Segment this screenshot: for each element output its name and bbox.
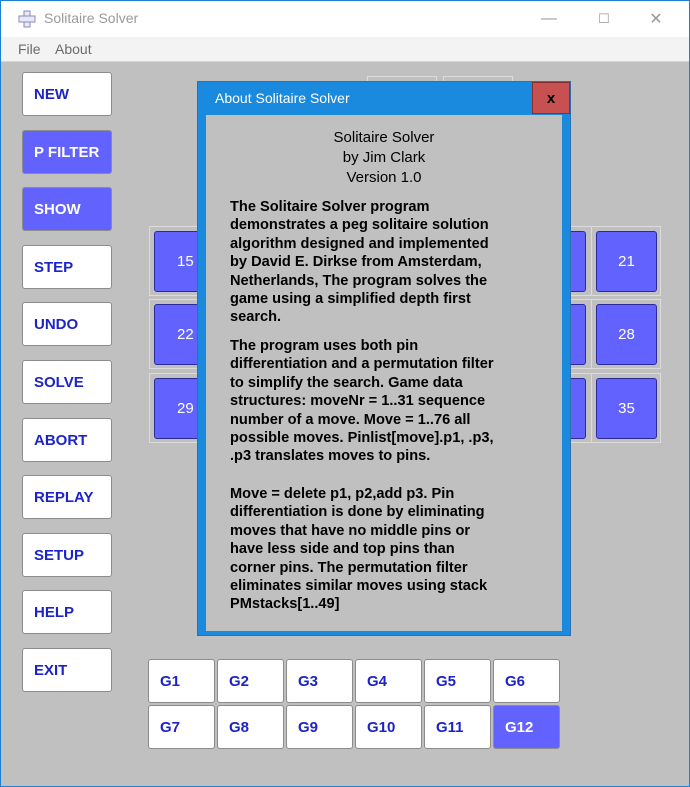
about-app-name: Solitaire Solver [333,129,435,146]
board-cell [569,299,591,369]
peg-29[interactable]: 29 [154,378,215,439]
game-g4-button[interactable]: G4 [355,659,422,703]
new-button[interactable]: NEW [22,72,112,116]
game-g5-button[interactable]: G5 [424,659,491,703]
board-cell [591,373,661,443]
game-g7-button[interactable]: G7 [148,705,215,749]
show-button[interactable]: SHOW [22,187,112,231]
peg-15[interactable]: 15 [154,231,215,292]
about-heading [206,128,562,188]
help-button[interactable]: HELP [22,590,112,634]
about-dialog [197,81,571,636]
app-icon [18,10,36,28]
board-cell [591,299,661,369]
game-g9-button[interactable]: G9 [286,705,353,749]
about-paragraph-2: The program uses both pin differentiation and a permutation filter to simplify the search. Game data structures: moveNr = 1..31 sequence number of a move. Move = 1..76 all possible moves. Pinlist[move].p1, .p3, .p3 translates moves to pins. [230,338,494,465]
peg-28[interactable]: 28 [596,304,657,365]
board-cell [569,373,591,443]
peg-22[interactable]: 22 [154,304,215,365]
solve-button[interactable]: SOLVE [22,360,112,404]
abort-button[interactable]: ABORT [22,418,112,462]
maximize-button[interactable]: ☐ [598,11,610,26]
menu-bar [1,37,689,62]
minimize-button[interactable]: — [541,10,557,27]
undo-button[interactable]: UNDO [22,302,112,346]
exit-button[interactable]: EXIT [22,648,112,692]
board-cell [569,226,591,296]
about-paragraph-1: The Solitaire Solver program demonstrates a peg solitaire solution algorithm designed and implemented by David E. Dirkse from Amsterdam, Netherlands, The program solves the game using a simplified depth first search. [230,199,489,326]
board-cell [591,226,661,296]
peg-21[interactable]: 21 [596,231,657,292]
game-g10-button[interactable]: G10 [355,705,422,749]
game-g3-button[interactable]: G3 [286,659,353,703]
game-g12-button[interactable]: G12 [493,705,560,749]
dialog-close-button[interactable]: x [532,82,570,114]
menu-file[interactable]: File [18,41,41,57]
setup-button[interactable]: SETUP [22,533,112,577]
game-g11-button[interactable]: G11 [424,705,491,749]
peg-20[interactable] [570,231,586,292]
close-button[interactable]: ✕ [649,11,663,28]
title-bar[interactable] [1,1,689,37]
peg-27[interactable] [570,304,586,365]
menu-about[interactable]: About [55,41,92,57]
dialog-title: About Solitaire Solver [215,90,350,106]
game-g8-button[interactable]: G8 [217,705,284,749]
game-g1-button[interactable]: G1 [148,659,215,703]
game-g2-button[interactable]: G2 [217,659,284,703]
game-g6-button[interactable]: G6 [493,659,560,703]
window-title: Solitaire Solver [44,10,139,26]
peg-34[interactable] [570,378,586,439]
peg-35[interactable]: 35 [596,378,657,439]
replay-button[interactable]: REPLAY [22,475,112,519]
p-filter-button[interactable]: P FILTER [22,130,112,174]
about-author: by Jim Clark [342,149,426,166]
about-version: Version 1.0 [346,169,422,186]
step-button[interactable]: STEP [22,245,112,289]
about-paragraph-3: Move = delete p1, p2,add p3. Pin differentiation is done by eliminating moves that have no middle pins or have less side and top pins than corner pins. The permutation filter eliminates similar moves using stack PMstacks[1..49] [230,486,488,613]
dialog-body [206,115,562,631]
